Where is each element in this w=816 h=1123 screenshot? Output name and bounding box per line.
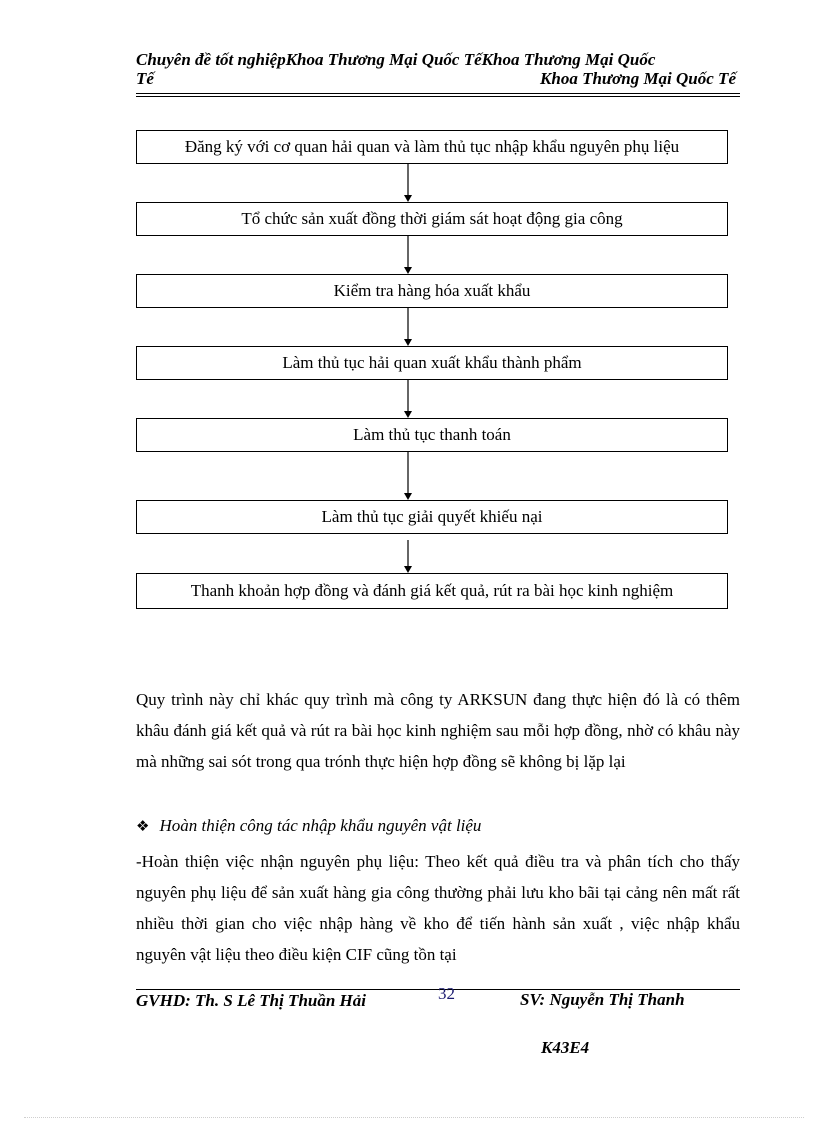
flow-step-3: Kiểm tra hàng hóa xuất khẩu: [136, 274, 728, 308]
header-divider-2: [136, 96, 740, 97]
flow-step-5: Làm thủ tục thanh toán: [136, 418, 728, 452]
arrow-down-icon: [402, 236, 414, 274]
flow-step-1: Đăng ký với cơ quan hải quan và làm thủ tục nhập khẩu nguyên phụ liệu: [136, 130, 728, 164]
arrow-down-icon: [402, 380, 414, 418]
arrow-down-icon: [402, 164, 414, 202]
student-name: SV: Nguyễn Thị Thanh: [520, 990, 685, 1009]
page-number: 32: [438, 984, 455, 1003]
diamond-bullet-icon: ❖: [136, 817, 150, 835]
supervisor-name: GVHD: Th. S Lê Thị Thuần Hải: [136, 991, 367, 1010]
flow-step-7: Thanh khoản hợp đồng và đánh giá kết quả, rút ra bài học kinh nghiệm: [136, 573, 728, 609]
paragraph-text: -Hoàn thiện việc nhận nguyên phụ liệu: Theo kết quả điều tra và phân tích cho thấy nguyên phụ liệu để sản xuất hàng gia công thường phải lưu kho bãi tại cảng nên mất rất nhiều thời gian cho việc nhập hàng về kho để tiến hành sản xuất , việc nhập khẩu nguyên vật liệu theo điều kiện CIF cũng tồn tại: [136, 852, 740, 964]
flow-step-6: Làm thủ tục giải quyết khiếu nại: [136, 500, 728, 534]
arrow-down-icon: [402, 452, 414, 500]
page-header: [136, 50, 740, 88]
page-bottom-border: [24, 1117, 804, 1118]
header-divider: [136, 93, 740, 94]
arrow-down-icon: [402, 540, 414, 573]
class-code: K43E4: [541, 1038, 590, 1057]
arrow-down-icon: [402, 308, 414, 346]
header-line-2-right: Khoa Thương Mại Quốc Tế: [540, 69, 736, 88]
body-paragraph-1: [136, 684, 740, 777]
body-paragraph-2: [136, 846, 740, 970]
bullet-heading-text: Hoàn thiện công tác nhập khẩu nguyên vật liệu: [159, 816, 482, 835]
flow-step-2: Tổ chức sản xuất đồng thời giám sát hoạt động gia công: [136, 202, 728, 236]
header-line-1: Chuyên đề tốt nghiệpKhoa Thương Mại Quốc TếKhoa Thương Mại Quốc: [136, 50, 656, 69]
flow-step-4: Làm thủ tục hải quan xuất khẩu thành phẩm: [136, 346, 728, 380]
bullet-heading: [136, 816, 481, 836]
paragraph-text: Quy trình này chỉ khác quy trình mà công ty ARKSUN đang thực hiện đó là có thêm khâu đánh giá kết quả và rút ra bài học kinh nghiệm sau mỗi hợp đồng, nhờ có khâu này mà những sai sót trong qua trónh thực hiện hợp đồng sẽ không bị lặp lại: [136, 690, 740, 771]
header-line-2-left: Tế: [136, 69, 154, 88]
